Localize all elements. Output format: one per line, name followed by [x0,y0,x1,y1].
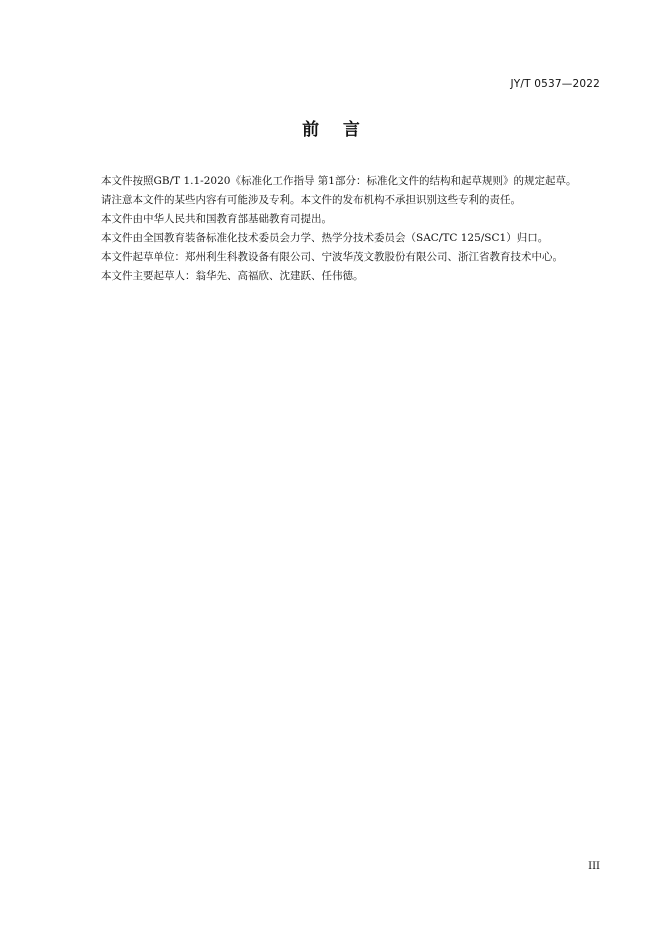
paragraph-administrator: 本文件由全国教育装备标准化技术委员会力学、热学分技术委员会（SAC/TC 125/SC1）归口。 [101,232,549,244]
paragraph-drafters: 本文件主要起草人：翁华先、高福欣、沈建跃、任伟德。 [101,270,364,282]
paragraph-patent-notice: 请注意本文件的某些内容有可能涉及专利。本文件的发布机构不承担识别这些专利的责任。 [101,194,521,206]
preface-body [80,172,604,286]
page-number: III [588,861,600,872]
paragraph-drafting-basis: 本文件按照GB/T 1.1-2020《标准化工作指导 第1部分：标准化文件的结构和起草规则》的规定起草。 [101,175,577,187]
page-title: 前 言 [302,120,360,140]
paragraph-proposer: 本文件由中华人民共和国教育部基础教育司提出。 [101,213,332,225]
document-code: JY/T 0537—2022 [510,78,600,90]
paragraph-drafting-units: 本文件起草单位：郑州利生科教设备有限公司、宁波华茂文教股份有限公司、浙江省教育技术中心。 [101,251,563,263]
